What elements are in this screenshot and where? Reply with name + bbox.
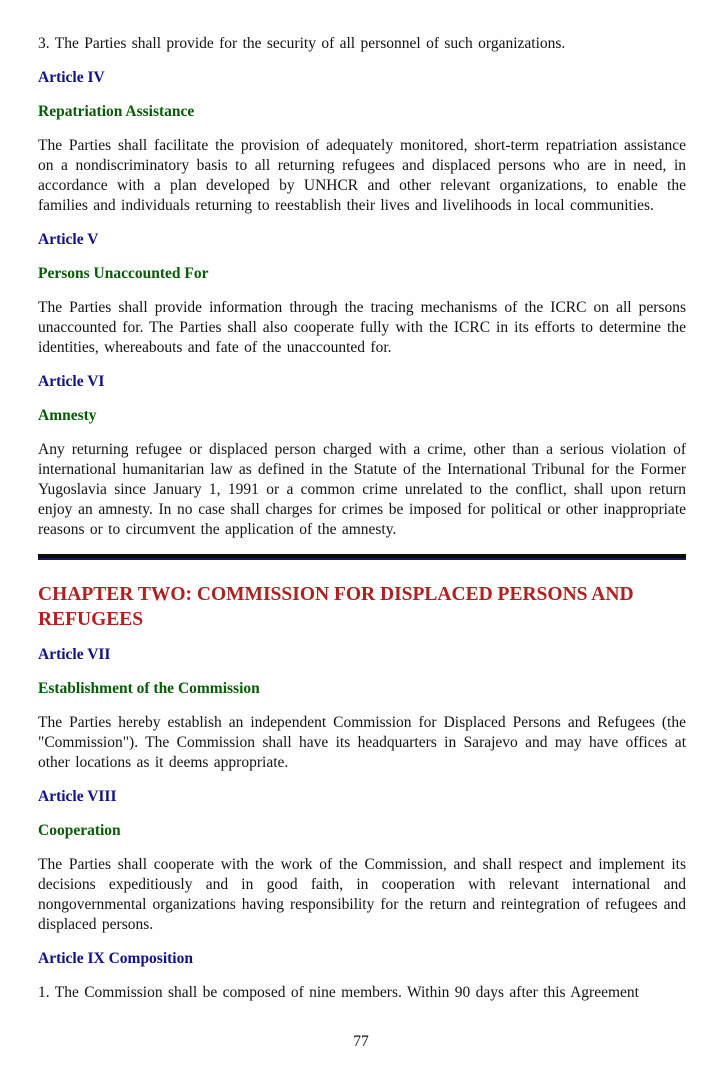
article-vi-subheading: Amnesty xyxy=(38,407,97,424)
article-vii-heading: Article VII xyxy=(38,646,111,663)
article-ix-heading: Article IX Composition xyxy=(38,950,193,967)
article-vii-body: The Parties hereby establish an independent Commission for Displaced Persons and Refugees (the "Commission"). The Commission shall have its headquarters in Sarajevo and may have offices at other locations as it deems appropriate. xyxy=(38,714,686,771)
section-divider-rule xyxy=(38,554,686,560)
article-viii-subheading: Cooperation xyxy=(38,822,121,839)
article-vii-subheading: Establishment of the Commission xyxy=(38,680,260,697)
article-vi-body: Any returning refugee or displaced person charged with a crime, other than a serious violation of international humanitarian law as defined in the Statute of the International Tribunal for the Former Yugoslavia since January 1, 1991 or a common crime unrelated to the conflict, shall upon return enjoy an amnesty. In no case shall charges for crimes be imposed for political or other inappropriate reasons or to circumvent the application of the amnesty. xyxy=(38,441,686,538)
article-iv-subheading: Repatriation Assistance xyxy=(38,103,195,120)
article-iv-body: The Parties shall facilitate the provision of adequately monitored, short-term repatriation assistance on a nondiscriminatory basis to all returning refugees and displaced persons who are in need, in accordance with a plan developed by UNHCR and other relevant organizations, to enable the families and individuals returning to reestablish their lives and livelihoods in local communities. xyxy=(38,137,686,214)
article-v-body: The Parties shall provide information through the tracing mechanisms of the ICRC on all persons unaccounted for. The Parties shall also cooperate fully with the ICRC in its efforts to determine the identities, whereabouts and fate of the unaccounted for. xyxy=(38,299,686,356)
article-viii-body: The Parties shall cooperate with the work of the Commission, and shall respect and implement its decisions expeditiously and in good faith, in cooperation with relevant international and nongovernmental organizations having responsibility for the return and reintegration of refugees and displaced persons. xyxy=(38,856,686,933)
page-number: 77 xyxy=(353,1033,369,1050)
article-v-heading: Article V xyxy=(38,231,99,248)
paragraph-security: 3. The Parties shall provide for the security of all personnel of such organizations. xyxy=(38,35,566,52)
article-ix-body: 1. The Commission shall be composed of nine members. Within 90 days after this Agreement xyxy=(38,984,639,1001)
article-vi-heading: Article VI xyxy=(38,373,105,390)
article-iv-heading: Article IV xyxy=(38,69,105,86)
article-v-subheading: Persons Unaccounted For xyxy=(38,265,209,282)
article-viii-heading: Article VIII xyxy=(38,788,117,805)
chapter-two-heading: CHAPTER TWO: COMMISSION FOR DISPLACED PERSONS AND REFUGEES xyxy=(38,584,634,630)
